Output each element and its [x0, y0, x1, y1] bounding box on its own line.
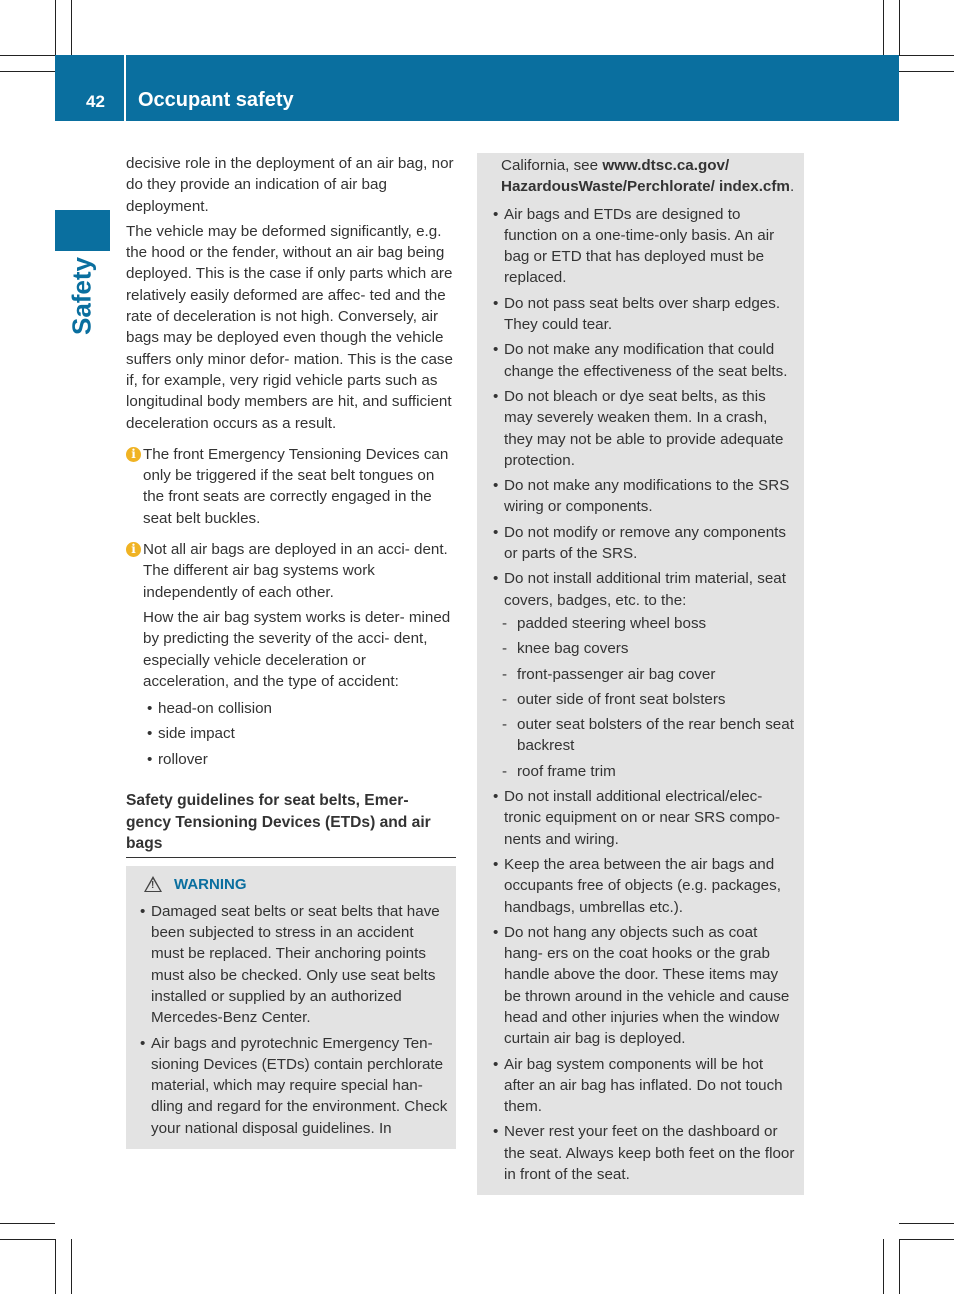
- crop-mark: [899, 1223, 954, 1224]
- crop-mark: [71, 0, 72, 55]
- info-note: [126, 539, 456, 692]
- list-item-text: Do not install additional trim material, seat covers, badges, etc. to the:: [504, 570, 786, 609]
- right-column-warning-continued: [477, 153, 804, 1195]
- crop-mark: [55, 0, 56, 55]
- sub-list-item: - roof frame trim: [489, 761, 796, 782]
- list-item: • Keep the area between the air bags and occupants free of objects (e.g. packages, handbags, umbrellas etc.).: [489, 854, 796, 918]
- warning-header: [144, 874, 448, 895]
- url-link[interactable]: www.dtsc.ca.gov/ HazardousWaste/Perchlorate/ index.cfm: [501, 157, 790, 196]
- info-text: How the air bag system works is deter- mined by predicting the severity of the acci- dent, especially vehicle deceleration or acceleration, and the type of accident:: [143, 608, 451, 690]
- list-item: • Do not hang any objects such as coat hang- ers on the coat hooks or the grab handle above the door. These items may be thrown around in the vehicle and cause head and other injuries when the window curtain air bag is deployed.: [489, 922, 796, 1050]
- crop-mark: [71, 1239, 72, 1294]
- list-item: • Air bags and pyrotechnic Emergency Ten- sioning Devices (ETDs) contain perchlorate material, which may require special han- dling and regard for the environment. Check your national disposal guidelines. In: [136, 1033, 448, 1139]
- sub-list-item: - outer side of front seat bolsters: [489, 689, 796, 710]
- info-note: [126, 444, 456, 529]
- header-divider: [124, 55, 126, 121]
- warning-label: WARNING: [174, 875, 247, 893]
- sub-list-item: - outer seat bolsters of the rear bench seat backrest: [489, 714, 796, 757]
- section-heading: Safety guidelines for seat belts, Emer- gency Tensioning Devices (ETDs) and air bags: [126, 790, 456, 858]
- accident-type-list: [143, 698, 456, 770]
- info-text: Not all air bags are deployed in an acci- dent. The different air bag systems work independently of each other.: [143, 541, 448, 601]
- trim-location-list: [489, 613, 796, 782]
- body-paragraph: decisive role in the deployment of an air bag, nor do they provide an indication of air bag deployment.: [126, 155, 454, 215]
- continued-text: [489, 155, 796, 198]
- crop-mark: [883, 1239, 884, 1294]
- crop-mark: [899, 1239, 954, 1240]
- info-icon: i: [126, 542, 141, 557]
- crop-mark: [899, 71, 954, 72]
- crop-mark: [0, 1223, 55, 1224]
- list-item: • Do not make any modification that could change the effectiveness of the seat belts.: [489, 339, 796, 382]
- list-item: • rollover: [143, 749, 456, 770]
- crop-mark: [0, 55, 55, 56]
- intro-end: .: [789, 178, 795, 196]
- crop-mark: [899, 55, 954, 56]
- sub-list-item: - knee bag covers: [489, 638, 796, 659]
- crop-mark: [883, 0, 884, 55]
- sub-list-item: - front-passenger air bag cover: [489, 664, 796, 685]
- list-item: • Do not modify or remove any components or parts of the SRS.: [489, 522, 796, 565]
- warning-box: [126, 866, 456, 1150]
- sub-list-item: - padded steering wheel boss: [489, 613, 796, 634]
- info-icon: i: [126, 447, 141, 462]
- left-column: [126, 153, 456, 1149]
- section-tab-marker: [55, 210, 110, 251]
- page-number: 42: [86, 92, 105, 111]
- safety-list: [489, 204, 796, 1186]
- crop-mark: [55, 1239, 56, 1294]
- list-item: • Damaged seat belts or seat belts that have been subjected to stress in an accident must be replaced. Their anchoring points must also be checked. Only use seat belts installed or supplied by an authorized Mercedes-Benz Center.: [136, 901, 448, 1029]
- list-item: • Never rest your feet on the dashboard or the seat. Always keep both feet on the floor in front of the seat.: [489, 1121, 796, 1185]
- list-item: • Air bag system components will be hot after an air bag has inflated. Do not touch them.: [489, 1054, 796, 1118]
- list-item: • Do not install additional electrical/elec- tronic equipment on or near SRS compo- nents and wiring.: [489, 786, 796, 850]
- crop-mark: [899, 0, 900, 55]
- list-item: [489, 568, 796, 782]
- warning-triangle-icon: !: [144, 876, 162, 892]
- page-title: Occupant safety: [138, 89, 294, 111]
- list-item: • Do not make any modifications to the SRS wiring or components.: [489, 475, 796, 518]
- body-paragraph: The vehicle may be deformed significantly, e.g. the hood or the fender, without an air bag being deployed. This is the case if only parts which are relatively easily deformed are affec- ted and the rate of deceleration is not high. Conversely, air bags may be deployed even though the vehicle suffers only minor defor- mation. This is the case if, for example, very rigid vehicle parts such as longitudinal body members are hit, and sufficient deceleration occurs as a result.: [126, 222, 453, 432]
- list-item: • Do not pass seat belts over sharp edges. They could tear.: [489, 293, 796, 336]
- intro-text: California, see: [501, 157, 603, 174]
- list-item: • Do not bleach or dye seat belts, as this may severely weaken them. In a crash, they may not be able to provide adequate protection.: [489, 386, 796, 471]
- crop-mark: [0, 1239, 55, 1240]
- warning-list: [136, 901, 448, 1139]
- list-item: • head-on collision: [143, 698, 456, 719]
- section-tab-label: Safety: [66, 256, 97, 336]
- info-text: The front Emergency Tensioning Devices can only be triggered if the seat belt tongues on the front seats are correctly engaged in the seat belt buckles.: [143, 445, 449, 527]
- crop-mark: [0, 71, 55, 72]
- list-item: • side impact: [143, 723, 456, 744]
- crop-mark: [899, 1239, 900, 1294]
- list-item: • Air bags and ETDs are designed to function on a one-time-only basis. An air bag or ETD that has deployed must be replaced.: [489, 204, 796, 289]
